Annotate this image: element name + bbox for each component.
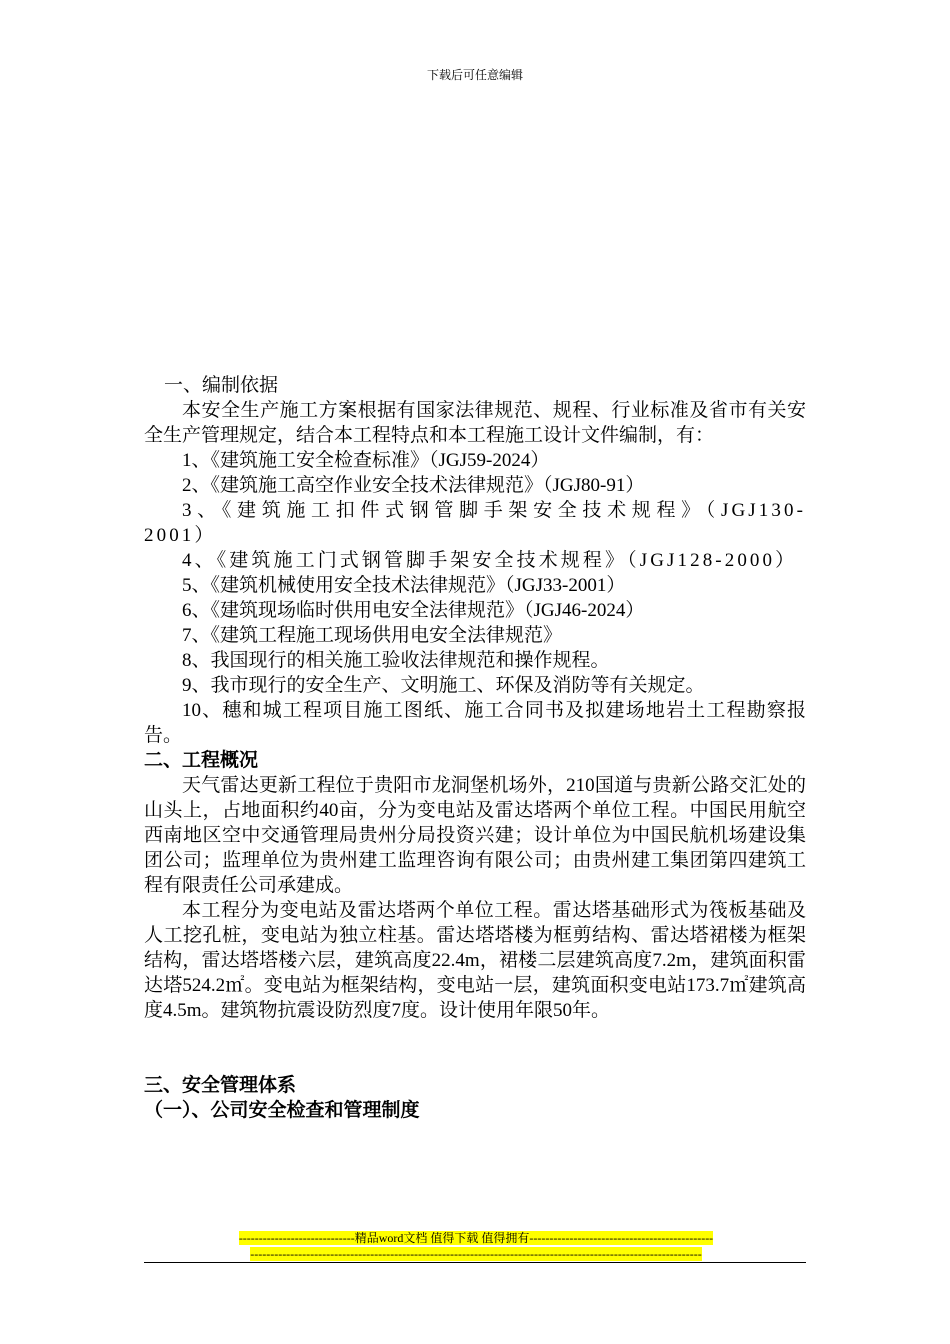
document-body bbox=[144, 373, 806, 1123]
subsection-title: （一）、公司安全检查和管理制度 bbox=[144, 1100, 420, 1121]
footer-banner-line-2: ----------------------------------------------------------------------------------------------------------------- bbox=[250, 1247, 702, 1261]
section-title-1: 一、编制依据 bbox=[164, 375, 279, 396]
reference-item: 8、我国现行的相关施工验收法律规范和操作规程。 bbox=[182, 650, 610, 671]
reference-item: 5、《建筑机械使用安全技术法律规范》（JGJ33-2001） bbox=[182, 575, 626, 596]
reference-item: 7、《建筑工程施工现场供用电安全法律规范》 bbox=[182, 625, 563, 646]
header-note: 下载后可任意编辑 bbox=[426, 68, 523, 82]
reference-item: 6、《建筑现场临时供用电安全法律规范》（JGJ46-2024） bbox=[182, 600, 645, 621]
section-title-3: 三、安全管理体系 bbox=[144, 1075, 297, 1096]
reference-item: 10、穗和城工程项目施工图纸、施工合同书及拟建场地岩土工程勘察报告。 bbox=[144, 700, 806, 746]
footer-banner-line-1: -----------------------------精品word文档 值得下载 值得拥有---------------------------------------------- bbox=[238, 1231, 714, 1245]
footer-rule bbox=[144, 1262, 806, 1263]
section-title-2: 二、工程概况 bbox=[144, 750, 259, 771]
project-overview-paragraph: 本工程分为变电站及雷达塔两个单位工程。雷达塔基础形式为筏板基础及人工挖孔桩，变电站为独立柱基。雷达塔塔楼为框剪结构、雷达塔裙楼为框架结构，雷达塔塔楼六层，建筑高度22.4m，裙楼二层建筑高度7.2m，建筑面积雷达塔524.2㎡。变电站为框架结构，变电站一层，建筑面积变电站173.7㎡建筑高度4.5m。建筑物抗震设防烈度7度。设计使用年限50年。 bbox=[144, 900, 806, 1021]
footer-banner bbox=[176, 1230, 776, 1262]
reference-item: 4、《建筑施工门式钢管脚手架安全技术规程》（JGJ128-2000） bbox=[182, 550, 798, 571]
reference-item: 3、《建筑施工扣件式钢管脚手架安全技术规程》（JGJ130-2001） bbox=[144, 500, 806, 546]
project-overview-paragraph: 天气雷达更新工程位于贵阳市龙洞堡机场外，210国道与贵新公路交汇处的山头上，占地面积约40亩，分为变电站及雷达塔两个单位工程。中国民用航空西南地区空中交通管理局贵州分局投资兴建；设计单位为中国民航机场建设集团公司；监理单位为贵州建工监理咨询有限公司；由贵州建工集团第四建筑工程有限责任公司承建成。 bbox=[144, 775, 806, 896]
spacer bbox=[144, 1023, 806, 1073]
reference-item: 9、我市现行的安全生产、文明施工、环保及消防等有关规定。 bbox=[182, 675, 705, 696]
section-1-intro: 本安全生产施工方案根据有国家法律规范、规程、行业标准及省市有关安全生产管理规定，结合本工程特点和本工程施工设计文件编制，有： bbox=[144, 400, 806, 446]
reference-item: 1、《建筑施工安全检查标准》（JGJ59-2024） bbox=[182, 450, 550, 471]
reference-item: 2、《建筑施工高空作业安全技术法律规范》（JGJ80-91） bbox=[182, 475, 645, 496]
